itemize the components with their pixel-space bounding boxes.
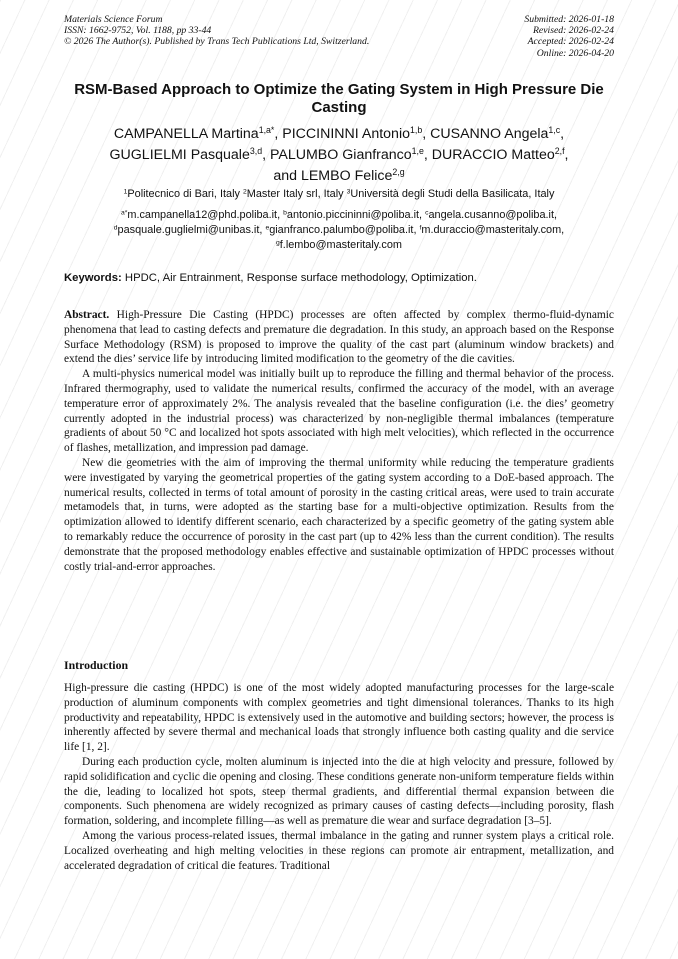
abstract-text: High-Pressure Die Casting (HPDC) processes are often affected by complex thermo-fluid-dynamic phenomena that lead to casting defects and premature die degradation. In this study, an approach based on the Response Surface Methodology (RSM) is proposed to improve the quality of the cast part (aluminum window brackets) and extend the dies’ service life by introducing limited modification to the geometry of the die cavities. <box>64 309 614 366</box>
email-mark: e <box>265 224 270 232</box>
abstract-label: Abstract. <box>64 309 110 321</box>
paper-title: RSM-Based Approach to Optimize the Gating System in High Pressure Die Casting <box>74 81 604 116</box>
author-name: PALUMBO Gianfranco <box>269 147 412 163</box>
affiliation-mark: 3 <box>346 188 351 196</box>
email-line <box>64 223 614 238</box>
author-name: PICCININNI Antonio <box>282 126 410 142</box>
author-separator: , <box>422 126 431 142</box>
dates-info <box>524 14 614 59</box>
publication-info <box>64 14 369 48</box>
online-date: Online: 2026-04-20 <box>536 47 614 59</box>
author-affiliation-mark: 2,g <box>392 167 405 178</box>
affiliations <box>64 187 614 201</box>
author-list <box>64 124 614 187</box>
keywords-text: HPDC, Air Entrainment, Response surface methodology, Optimization. <box>121 272 477 284</box>
author-separator: , <box>262 147 270 163</box>
keywords-label: Keywords: <box>64 272 122 284</box>
email-address: antonio.piccininni@poliba.it, <box>286 209 426 221</box>
author-affiliation-mark: 1,e <box>411 146 424 157</box>
introduction-paragraph: High-pressure die casting (HPDC) is one of the most widely adopted manufacturing processes for the large-scale production of aluminum components with complex geometries and tight dimensional tolerances. Thanks to its high productivity and repeatability, HPDC is extensively used in the automotive and building sectors; however, the process is inherently affected by severe thermal and mechanical loads that strongly influence both casting quality and die service life [1, 2]. <box>64 682 614 754</box>
author-separator: , <box>564 147 569 163</box>
introduction-section <box>64 681 614 873</box>
author-name: DURACCIO Matteo <box>431 147 555 163</box>
email-mark: a* <box>120 209 128 217</box>
email-mark: b <box>283 209 287 217</box>
author-affiliation-mark: 1,a* <box>258 125 275 136</box>
author-affiliation-mark: 1,b <box>410 125 423 136</box>
submitted-date: Submitted: 2026-01-18 <box>524 14 614 25</box>
keywords <box>64 271 614 285</box>
email-mark: c <box>425 209 429 217</box>
email-address: gianfranco.palumbo@poliba.it, <box>269 223 420 236</box>
email-mark: f <box>419 224 422 232</box>
email-mark: d <box>113 224 118 232</box>
abstract-paragraph <box>64 308 614 367</box>
accepted-date: Accepted: 2026-02-24 <box>527 36 614 48</box>
email-address: m.duraccio@masteritaly.com, <box>421 223 565 236</box>
author-separator: , <box>274 126 283 142</box>
introduction-paragraph: During each production cycle, molten aluminum is injected into the die at high velocity and pressure, followed by rapid solidification and cyclic die opening and closing. These conditions generate non-uniform temperature fields within the die, leading to localized hot spots, steep thermal gradients, and differential thermal expansion between die components. Such phenomena are widely recognized as primary causes of casting defects—including porosity, flash formation, soldering, and incomplete filling—as well as premature die wear and surface degradation [3–5]. <box>64 755 614 828</box>
author-conjunction: and <box>273 168 301 184</box>
affiliation-mark: 2 <box>243 188 247 196</box>
affiliation-text: Master Italy srl, Italy <box>246 188 347 200</box>
affiliation-text: Politecnico di Bari, Italy <box>127 188 243 200</box>
author-emails <box>64 208 614 252</box>
author-affiliation-mark: 1,c <box>548 125 561 136</box>
author-separator: , <box>560 126 565 142</box>
journal-name: Materials Science Forum <box>64 14 163 25</box>
affiliation-mark: 1 <box>123 188 128 196</box>
issn-line: ISSN: 1662-9752, Vol. 1188, pp 33-44 <box>64 25 212 37</box>
email-address: m.campanella12@phd.poliba.it, <box>127 209 284 221</box>
author-name: CAMPANELLA Martina <box>113 126 259 142</box>
revised-date: Revised: 2026-02-24 <box>533 25 614 37</box>
introduction-paragraph: Among the various process-related issues, thermal imbalance in the gating and runner system plays a critical role. Localized overheating and high melting velocities in these regions can promote air entrapment, metallization, and accelerated degradation of critical die features. Traditional <box>64 829 614 872</box>
author-affiliation-mark: 3,d <box>249 146 263 157</box>
page-header <box>64 14 614 66</box>
copyright-line: © 2026 The Author(s). Published by Trans Tech Publications Ltd, Switzerland. <box>64 36 370 48</box>
email-address: pasquale.guglielmi@unibas.it, <box>117 223 266 236</box>
affiliation-text: Università degli Studi della Basilicata, Italy <box>350 188 555 200</box>
author-name: GUGLIELMI Pasquale <box>109 147 250 163</box>
abstract-paragraph: New die geometries with the aim of improving the thermal uniformity while reducing the temperature gradients were investigated by varying the geometrical properties of the gating system according to a DoE-based approach. The numerical results, collected in terms of total amount of porosity in the casting critical areas, were used to train accurate metamodels that, in turns, were adopted as the starting base for a multi-objective optimization. Results from the optimization allowed to identify different scenario, each characterized by a specific geometry of the gating system able to remarkably reduce the occurrence of porosity in the cast part (up to 42% less than the current condition). The results demonstrate that the proposed methodology enables effective and sustainable optimization of HPDC processes without costly trial-and-error approaches. <box>64 456 614 573</box>
section-heading-introduction: Introduction <box>64 658 129 672</box>
email-line <box>64 238 614 253</box>
author-name: CUSANNO Angela <box>430 126 549 142</box>
abstract-section <box>64 308 614 574</box>
author-affiliation-mark: 2,f <box>554 146 565 157</box>
email-line <box>64 208 614 223</box>
email-address: angela.cusanno@poliba.it, <box>428 209 557 221</box>
abstract-paragraph: A multi-physics numerical model was initially built up to reproduce the filling and thermal behavior of the process. Infrared thermography, used to validate the numerical results, confirmed the accuracy of the model, with an average temperature error of approximately 2%. The analysis revealed that the baseline configuration (i.e. the dies’ geometry currently adopted in the industrial process) was characterized by non-negligible thermal imbalances (temperature gradients of about 50 °C and localized hot spots associated with high melt velocities), which reflected in the occurrence of flashes, metallization, and impression pad damage. <box>64 368 614 455</box>
email-mark: g <box>276 238 280 246</box>
email-address: f.lembo@masteritaly.com <box>279 238 402 251</box>
author-name: LEMBO Felice <box>300 168 393 184</box>
author-separator: , <box>423 147 432 163</box>
